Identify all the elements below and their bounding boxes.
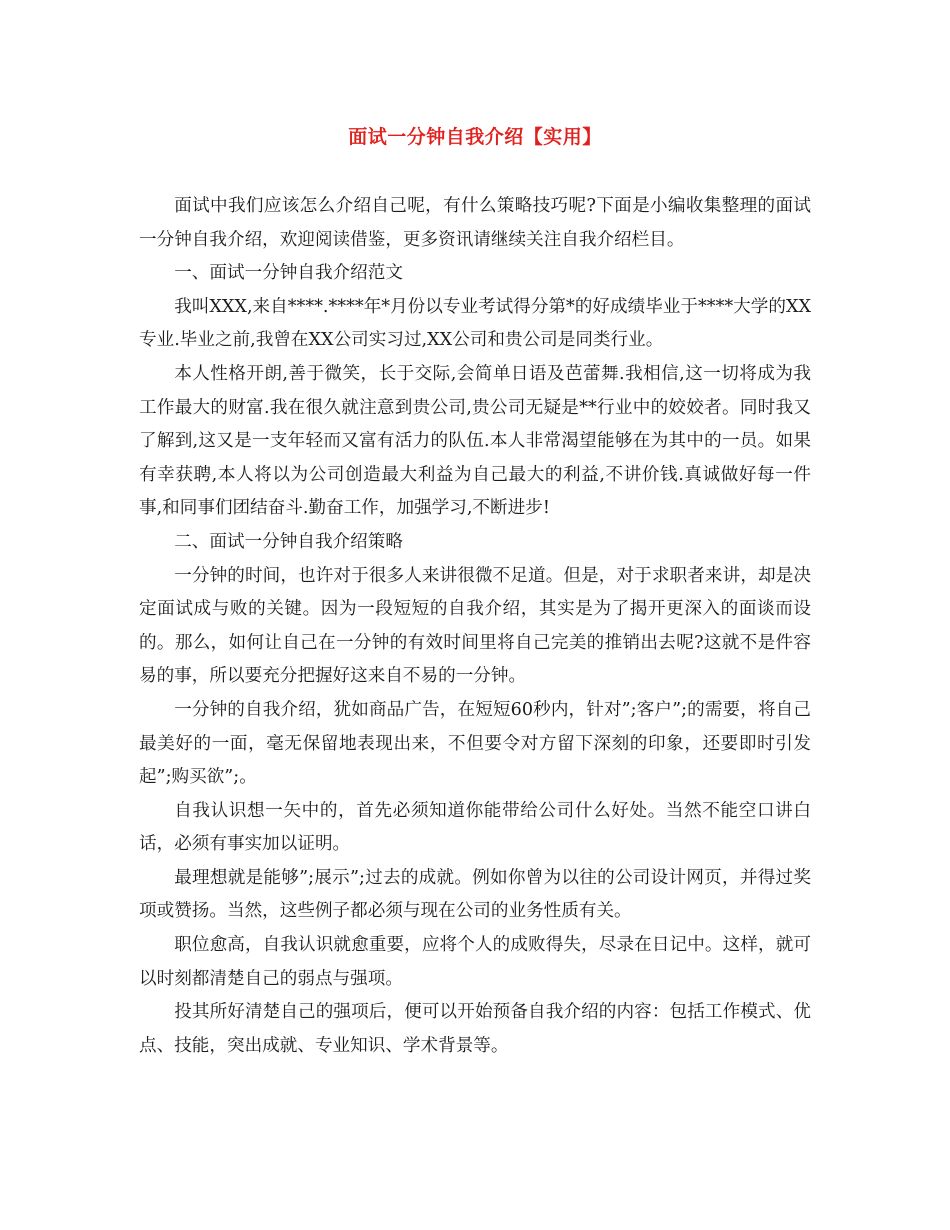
document-body	[139, 190, 811, 1063]
strategy-paragraph-5: 职位愈高，自我认识就愈重要，应将个人的成败得失，尽录在日记中。这样，就可以时刻都清楚自己的弱点与强项。	[139, 935, 811, 989]
strategy-paragraph-1: 一分钟的时间，也许对于很多人来讲很微不足道。但是，对于求职者来讲，却是决定面试成与败的关键。因为一段短短的自我介绍，其实是为了揭开更深入的面谈而设的。那么，如何让自己在一分钟的有效时间里将自己完美的推销出去呢?这就不是件容易的事，所以要充分把握好这来自不易的一分钟。	[139, 565, 811, 687]
strategy-paragraph-6: 投其所好清楚自己的强项后，便可以开始预备自我介绍的内容：包括工作模式、优点、技能，突出成就、专业知识、学术背景等。	[139, 1002, 811, 1056]
section-heading-2: 二、面试一分钟自我介绍策略	[174, 531, 403, 552]
sample-paragraph-2: 本人性格开朗,善于微笑，长于交际,会简单日语及芭蕾舞.我相信,这一切将成为我工作最大的财富.我在很久就注意到贵公司,贵公司无疑是**行业中的姣姣者。同时我又了解到,这又是一支年轻而又富有活力的队伍.本人非常渴望能够在为其中的一员。如果有幸获聘,本人将以为公司创造最大利益为自己最大的利益,不讲价钱.真诚做好每一件事,和同事们团结奋斗.勤奋工作，加强学习,不断进步!	[139, 363, 811, 519]
sample-paragraph-1: 我叫XXX,来自****.****年*月份以专业考试得分第*的好成绩毕业于****大学的XX专业.毕业之前,我曾在XX公司实习过,XX公司和贵公司是同类行业。	[139, 296, 812, 351]
intro-paragraph: 面试中我们应该怎么介绍自己呢，有什么策略技巧呢?下面是小编收集整理的面试一分钟自我介绍，欢迎阅读借鉴，更多资讯请继续关注自我介绍栏目。	[139, 196, 811, 250]
strategy-paragraph-4: 最理想就是能够”;展示”;过去的成就。例如你曾为以往的公司设计网页，并得过奖项或赞扬。当然，这些例子都必须与现在公司的业务性质有关。	[139, 867, 811, 922]
section-heading-1: 一、面试一分钟自我介绍范文	[174, 263, 403, 284]
document-title: 面试一分钟自我介绍【实用】	[348, 126, 602, 148]
strategy-paragraph-2: 一分钟的自我介绍，犹如商品广告，在短短60秒内，针对”;客户”;的需要，将自己最美好的一面，毫无保留地表现出来，不但要令对方留下深刻的印象，还要即时引发起”;购买欲”;。	[139, 699, 811, 788]
strategy-paragraph-3: 自我认识想一矢中的，首先必须知道你能带给公司什么好处。当然不能空口讲白话，必须有事实加以证明。	[139, 800, 811, 855]
